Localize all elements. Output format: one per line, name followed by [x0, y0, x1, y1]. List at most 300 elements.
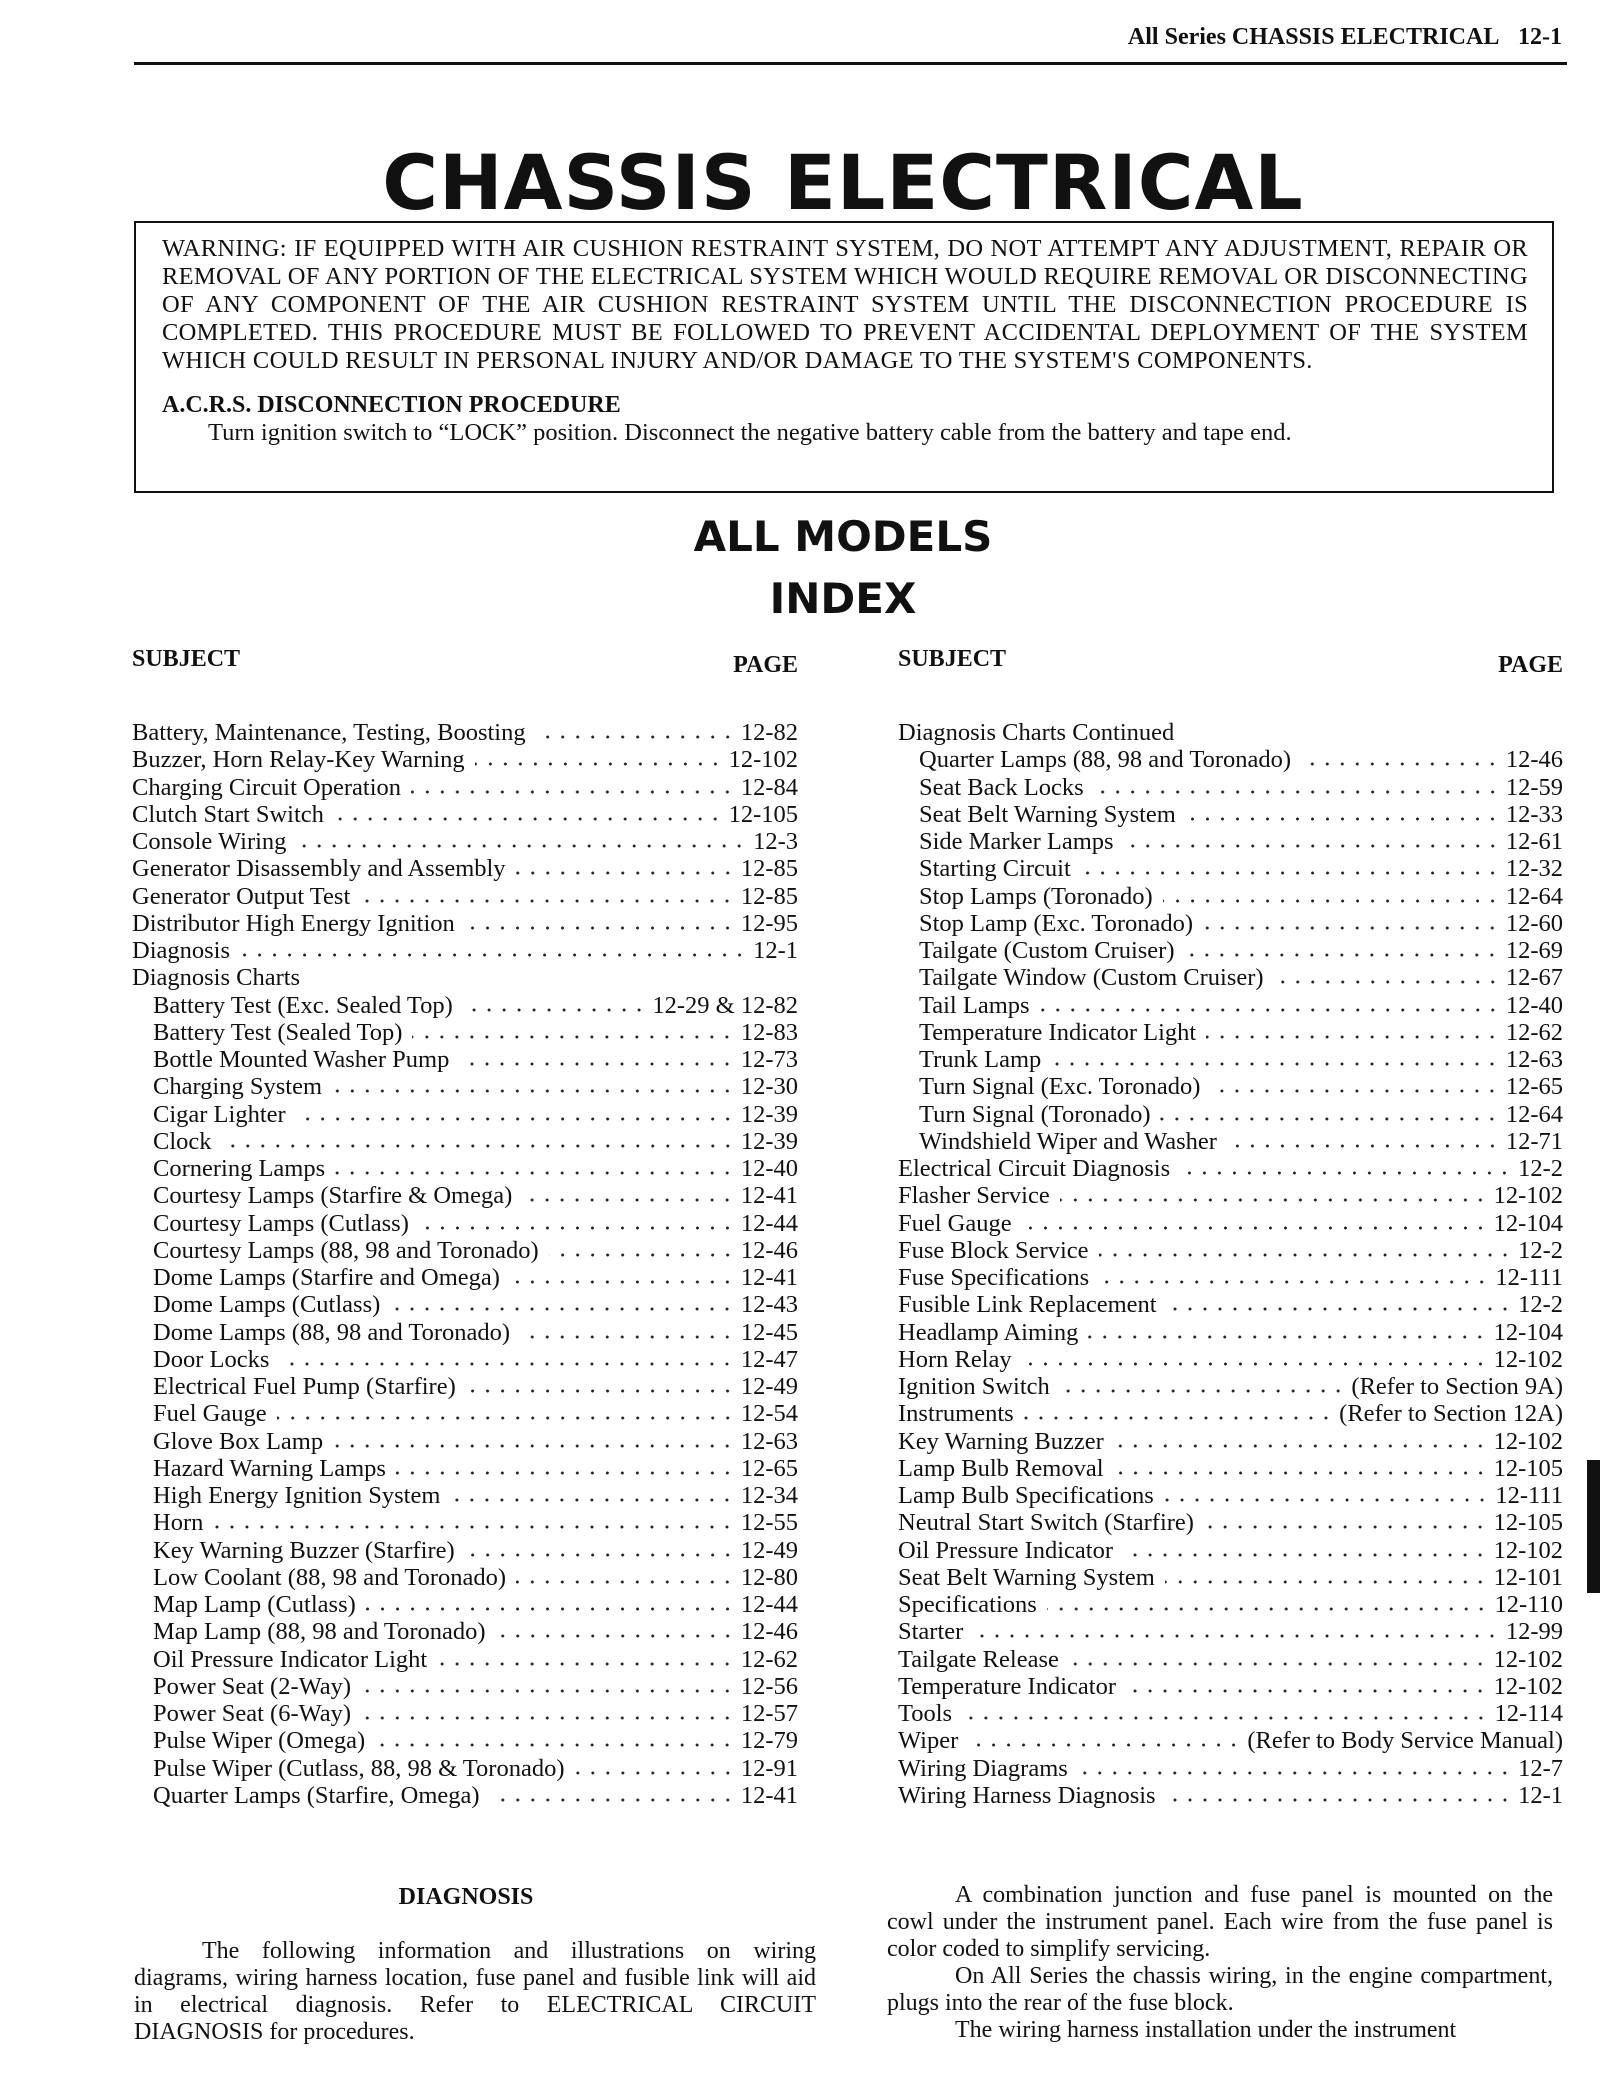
- dot-leader: [332, 1088, 735, 1094]
- index-entry: [132, 964, 798, 991]
- dot-leader: [1078, 1770, 1512, 1776]
- index-page: 12-99: [1505, 1618, 1563, 1646]
- dot-leader: [1069, 1661, 1488, 1667]
- index-page: 12-47: [740, 1345, 798, 1373]
- dot-leader: [361, 1715, 735, 1721]
- index-subject: Distributor High Energy Ignition: [132, 909, 455, 937]
- dot-leader: [1184, 952, 1499, 958]
- index-entry: [132, 1210, 798, 1237]
- dot-leader: [1081, 870, 1500, 876]
- index-subject: Diagnosis: [132, 937, 230, 964]
- index-page: 12-44: [740, 1591, 798, 1618]
- warning-box: [134, 221, 1554, 493]
- dot-leader: [1114, 1470, 1488, 1476]
- diagnosis-right-paragraph: [887, 1882, 1553, 2044]
- dot-leader: [1040, 1007, 1500, 1013]
- dot-leader: [1203, 925, 1500, 931]
- index-subject: Tools: [898, 1700, 953, 1727]
- dot-leader: [1165, 1579, 1488, 1585]
- subject-header: SUBJECT: [132, 646, 241, 672]
- index-subject: Trunk Lamp: [919, 1046, 1042, 1073]
- index-entry: [132, 1073, 798, 1100]
- index-entry: [898, 1537, 1563, 1564]
- dot-leader: [1160, 1116, 1499, 1122]
- index-subject: Ignition Switch: [898, 1373, 1050, 1400]
- index-subject: Headlamp Aiming: [898, 1318, 1079, 1346]
- dot-leader: [361, 1688, 735, 1694]
- index-subject: Seat Back Locks: [919, 773, 1084, 801]
- index-entry: [132, 1428, 798, 1455]
- index-entry: [898, 883, 1563, 910]
- dot-leader: [968, 1742, 1241, 1748]
- dot-leader: [1186, 816, 1500, 822]
- index-page: 12-54: [740, 1400, 798, 1428]
- dot-leader: [1180, 1170, 1512, 1176]
- index-page: 12-102: [1493, 1182, 1563, 1210]
- index-page: 12-102: [1493, 1345, 1563, 1373]
- index-page: 12-39: [740, 1100, 798, 1128]
- index-page: 12-40: [740, 1155, 798, 1182]
- dot-leader: [296, 1116, 735, 1122]
- index-entry: [132, 1019, 798, 1046]
- index-subject: Lamp Bulb Specifications: [898, 1482, 1154, 1509]
- index-page: 12-32: [1505, 855, 1563, 883]
- index-subject: Door Locks: [153, 1345, 270, 1373]
- dot-leader: [1060, 1388, 1346, 1394]
- index-page: 12-33: [1505, 800, 1563, 828]
- subject-header: SUBJECT: [898, 646, 1007, 672]
- index-page: 12-102: [728, 746, 798, 774]
- index-subject: Stop Lamp (Exc. Toronado): [919, 909, 1194, 937]
- index-subject: Tailgate Window (Custom Cruiser): [919, 964, 1264, 992]
- index-page: 12-63: [1505, 1046, 1563, 1073]
- dot-leader: [1227, 1143, 1500, 1149]
- index-entry: [132, 1673, 798, 1700]
- index-subject: Fuel Gauge: [153, 1400, 267, 1428]
- index-page: 12-7: [1518, 1754, 1563, 1782]
- index-entry: [898, 1700, 1563, 1727]
- index-page: 12-62: [1505, 1018, 1563, 1046]
- dot-leader: [575, 1770, 735, 1776]
- dot-leader: [1024, 1415, 1333, 1421]
- index-entry: [132, 1291, 798, 1318]
- index-page: 12-65: [1505, 1073, 1563, 1101]
- index-entry: [132, 1400, 798, 1427]
- dot-leader: [1210, 1088, 1499, 1094]
- index-subject: Starter: [898, 1618, 964, 1646]
- dot-leader: [1088, 1334, 1487, 1340]
- index-subject: Starting Circuit: [919, 855, 1071, 883]
- index-subject: Power Seat (2-Way): [153, 1672, 352, 1700]
- page-header: PAGE: [733, 652, 798, 678]
- index-subject: Buzzer, Horn Relay-Key Warning: [132, 746, 465, 774]
- dot-leader: [510, 1279, 735, 1285]
- dot-leader: [222, 1143, 735, 1149]
- index-entry: [898, 1019, 1563, 1046]
- dot-leader: [1123, 1552, 1488, 1558]
- index-entry: [132, 1455, 798, 1482]
- index-page: 12-105: [1493, 1454, 1563, 1482]
- index-right-column: [898, 646, 1563, 1809]
- diagnosis-left-paragraph: [134, 1938, 816, 2046]
- dot-leader: [437, 1661, 735, 1667]
- index-subject: Instruments: [898, 1400, 1014, 1428]
- column-header: [132, 646, 798, 719]
- dot-leader: [277, 1415, 735, 1421]
- dot-leader: [1094, 789, 1500, 795]
- index-page: 12-56: [740, 1672, 798, 1700]
- index-subject: High Energy Ignition System: [153, 1482, 441, 1509]
- index-entry: [898, 1727, 1563, 1754]
- dot-leader: [1274, 979, 1500, 985]
- dot-leader: [1051, 1061, 1500, 1067]
- index-entry: [898, 1428, 1563, 1455]
- index-page: 12-43: [740, 1291, 798, 1319]
- dot-leader: [1047, 1606, 1489, 1612]
- index-page: (Refer to Body Service Manual): [1247, 1727, 1563, 1755]
- index-subject: Flasher Service: [898, 1182, 1050, 1210]
- index-subject: Bottle Mounted Washer Pump: [153, 1046, 450, 1073]
- subtitle-index: INDEX: [769, 574, 917, 623]
- index-subject: Wiring Harness Diagnosis: [898, 1781, 1156, 1809]
- index-entry: [898, 1155, 1563, 1182]
- dot-leader: [1301, 761, 1500, 767]
- dot-leader: [279, 1361, 734, 1367]
- dot-leader: [516, 1579, 735, 1585]
- index-subject: Oil Pressure Indicator Light: [153, 1645, 428, 1673]
- index-entry: [132, 1782, 798, 1809]
- index-entry: [898, 1182, 1563, 1209]
- dot-leader: [536, 734, 735, 740]
- index-entry: [898, 1455, 1563, 1482]
- index-subject: Key Warning Buzzer (Starfire): [153, 1536, 455, 1564]
- dot-leader: [240, 952, 747, 958]
- index-page: 12-85: [740, 882, 798, 910]
- index-entry: [132, 910, 798, 937]
- index-entry: [132, 1128, 798, 1155]
- header-page-number: 12-1: [1518, 24, 1562, 50]
- index-page: 12-64: [1505, 882, 1563, 910]
- index-page: 12-84: [740, 773, 798, 801]
- index-subject: Specifications: [898, 1591, 1037, 1618]
- index-subject: Charging Circuit Operation: [132, 773, 401, 801]
- index-page: 12-85: [740, 855, 798, 883]
- index-page: 12-73: [740, 1046, 798, 1073]
- index-subject: Pulse Wiper (Omega): [153, 1727, 366, 1755]
- index-entry: [898, 774, 1563, 801]
- warning-text: WARNING: IF EQUIPPED WITH AIR CUSHION RESTRAINT SYSTEM, DO NOT ATTEMPT ANY ADJUSTMENT, REPAIR OR REMOVAL OF ANY PORTION OF THE ELECTRICAL SYSTEM WHICH WOULD REQUIRE REMOVAL OR DISCONNECTING OF ANY COMPONENT OF THE AIR CUSHION RESTRAINT SYSTEM UNTIL THE DISCONNECTION PROCEDURE IS COMPLETED. THIS PROCEDURE MUST BE FOLLOWED TO PREVENT ACCIDENTAL DEPLOYMENT OF THE SYSTEM WHICH COULD RESULT IN PERSONAL INJURY AND/OR DAMAGE TO THE SYSTEM'S COMPONENTS.: [162, 235, 1528, 374]
- index-subject: Courtesy Lamps (88, 98 and Toronado): [153, 1236, 539, 1264]
- index-page: 12-46: [740, 1618, 798, 1646]
- index-page: 12-55: [740, 1509, 798, 1537]
- index-entry: [898, 910, 1563, 937]
- index-subject: Wiper: [898, 1727, 959, 1755]
- index-left-column: [132, 646, 798, 1809]
- index-entry: [132, 774, 798, 801]
- index-page: 12-1: [1518, 1781, 1563, 1809]
- dot-leader: [419, 1225, 735, 1231]
- dot-leader: [411, 789, 735, 795]
- index-subject: Seat Belt Warning System: [898, 1563, 1155, 1591]
- index-entry: [132, 1646, 798, 1673]
- index-page: 12-83: [740, 1018, 798, 1046]
- index-subject: Dome Lamps (Starfire and Omega): [153, 1264, 500, 1291]
- index-page: 12-69: [1505, 937, 1563, 964]
- running-header: [1114, 24, 1562, 51]
- index-subject: Battery Test (Exc. Sealed Top): [153, 991, 453, 1019]
- page-title: CHASSIS ELECTRICAL: [382, 138, 1304, 227]
- index-entry: [132, 855, 798, 882]
- index-entry: [898, 801, 1563, 828]
- index-page: 12-102: [1493, 1427, 1563, 1455]
- index-entry: [898, 1373, 1563, 1400]
- index-entry: [132, 1564, 798, 1591]
- index-subject: Wiring Diagrams: [898, 1754, 1068, 1782]
- dot-leader: [490, 1797, 735, 1803]
- index-page: 12-62: [740, 1645, 798, 1673]
- index-page: 12-104: [1493, 1318, 1563, 1346]
- index-page: 12-45: [740, 1318, 798, 1346]
- index-subject: Hazard Warning Lamps: [153, 1454, 386, 1482]
- page-header: PAGE: [1498, 652, 1563, 678]
- index-subject: Pulse Wiper (Cutlass, 88, 98 & Toronado): [153, 1754, 565, 1782]
- index-page: 12-46: [740, 1236, 798, 1264]
- index-subject: Battery Test (Sealed Top): [153, 1018, 403, 1046]
- index-entry: [898, 1564, 1563, 1591]
- column-header: [898, 646, 1563, 719]
- index-entry: [132, 1373, 798, 1400]
- index-entry: [898, 1591, 1563, 1618]
- dot-leader: [549, 1252, 735, 1258]
- index-page: 12-46: [1505, 746, 1563, 774]
- index-entry: [898, 1673, 1563, 1700]
- index-page: 12-63: [740, 1427, 798, 1455]
- index-page: 12-111: [1495, 1482, 1563, 1509]
- index-entry: [898, 1618, 1563, 1645]
- index-subject: Dome Lamps (88, 98 and Toronado): [153, 1318, 511, 1346]
- index-page: (Refer to Section 12A): [1339, 1400, 1563, 1428]
- index-entry: [132, 1509, 798, 1536]
- index-entry: [132, 1237, 798, 1264]
- index-subject: Battery, Maintenance, Testing, Boosting: [132, 719, 526, 746]
- dot-leader: [522, 1197, 735, 1203]
- index-page: 12-80: [740, 1563, 798, 1591]
- dot-leader: [333, 1443, 735, 1449]
- index-entry: [132, 1182, 798, 1209]
- dot-leader: [1126, 1688, 1488, 1694]
- index-page: 12-34: [740, 1482, 798, 1509]
- index-subject: Tail Lamps: [919, 991, 1030, 1019]
- index-subject: Generator Disassembly and Assembly: [132, 855, 506, 883]
- index-subject: Power Seat (6-Way): [153, 1700, 352, 1727]
- index-subject: Glove Box Lamp: [153, 1427, 324, 1455]
- index-page: 12-102: [1493, 1645, 1563, 1673]
- index-page: 12-39: [740, 1127, 798, 1155]
- index-subject: Low Coolant (88, 98 and Toronado): [153, 1563, 507, 1591]
- index-entry: [132, 1155, 798, 1182]
- index-entry: [898, 1346, 1563, 1373]
- index-subject: Clutch Start Switch: [132, 800, 324, 828]
- index-subject: Fuel Gauge: [898, 1209, 1012, 1237]
- dot-leader: [1164, 1497, 1490, 1503]
- index-entry: [132, 801, 798, 828]
- index-page: 12-82: [740, 719, 798, 746]
- dot-leader: [213, 1524, 734, 1530]
- index-entry: [132, 1727, 798, 1754]
- dot-leader: [1204, 1524, 1488, 1530]
- diagnosis-heading: DIAGNOSIS: [398, 1884, 534, 1910]
- index-entry: [898, 1264, 1563, 1291]
- index-subject: Stop Lamps (Toronado): [919, 882, 1153, 910]
- dot-leader: [465, 925, 735, 931]
- index-subject: Fuse Specifications: [898, 1264, 1090, 1291]
- index-page: 12-67: [1505, 964, 1563, 992]
- index-page: 12-59: [1505, 773, 1563, 801]
- header-series: All Series CHASSIS ELECTRICAL: [1127, 24, 1498, 50]
- index-page: 12-71: [1505, 1127, 1563, 1155]
- index-entry: [132, 992, 798, 1019]
- index-subject: Cigar Lighter: [153, 1100, 286, 1128]
- section-thumb-tab: [1587, 1460, 1600, 1593]
- index-subject: Temperature Indicator: [898, 1672, 1116, 1700]
- index-subject: Charging System: [153, 1073, 323, 1101]
- index-entry: [132, 937, 798, 964]
- index-page: 12-111: [1495, 1264, 1563, 1291]
- dot-leader: [1022, 1225, 1488, 1231]
- index-page: 12-41: [740, 1781, 798, 1809]
- index-page: 12-65: [740, 1454, 798, 1482]
- index-page: 12-104: [1493, 1209, 1563, 1237]
- dot-leader: [450, 1497, 734, 1503]
- dot-leader: [396, 1470, 735, 1476]
- index-entry: [898, 855, 1563, 882]
- index-subject: Courtesy Lamps (Cutlass): [153, 1209, 409, 1237]
- index-page: 12-2: [1518, 1236, 1563, 1264]
- harness-installation-text: The wiring harness installation under the instrument: [955, 2017, 1457, 2043]
- index-subject: Horn: [153, 1509, 204, 1537]
- index-page: 12-102: [1493, 1536, 1563, 1564]
- diagnosis-intro: The following information and illustrations on wiring diagrams, wiring harness location, fuse panel and fusible link will aid in electrical diagnosis. Refer to ELECTRICAL CIRCUIT DIAGNOSIS for procedures.: [134, 1938, 816, 2045]
- index-entry: [898, 719, 1563, 746]
- index-subject: Windshield Wiper and Washer: [919, 1127, 1217, 1155]
- dot-leader: [390, 1306, 735, 1312]
- index-subject: Key Warning Buzzer: [898, 1427, 1104, 1455]
- dot-leader: [496, 1633, 735, 1639]
- index-entry: [132, 1264, 798, 1291]
- index-page: 12-41: [740, 1182, 798, 1210]
- index-entry: [898, 1210, 1563, 1237]
- index-entry: [898, 1646, 1563, 1673]
- index-page: 12-2: [1518, 1291, 1563, 1319]
- dot-leader: [520, 1334, 735, 1340]
- dot-leader: [412, 1034, 734, 1040]
- index-entry: [898, 1291, 1563, 1318]
- index-subject: Diagnosis Charts: [132, 964, 301, 992]
- dot-leader: [1099, 1279, 1489, 1285]
- index-subject: Oil Pressure Indicator: [898, 1536, 1113, 1564]
- index-subject: Diagnosis Charts Continued: [898, 719, 1175, 746]
- dot-leader: [962, 1715, 1488, 1721]
- dot-leader: [360, 898, 735, 904]
- dot-leader: [1163, 898, 1500, 904]
- subtitle-all-models: ALL MODELS: [693, 512, 993, 561]
- index-entry: [132, 1346, 798, 1373]
- index-subject: Courtesy Lamps (Starfire & Omega): [153, 1182, 513, 1210]
- index-subject: Tailgate Release: [898, 1645, 1059, 1673]
- index-entry: [898, 1509, 1563, 1536]
- dot-leader: [465, 1552, 735, 1558]
- dot-leader: [1022, 1361, 1488, 1367]
- index-subject: Tailgate (Custom Cruiser): [919, 937, 1175, 964]
- index-page: 12-57: [740, 1700, 798, 1727]
- index-entry: [898, 1755, 1563, 1782]
- index-page: 12-110: [1494, 1591, 1563, 1618]
- index-subject: Horn Relay: [898, 1345, 1012, 1373]
- index-subject: Fusible Link Replacement: [898, 1291, 1157, 1319]
- index-entry: [898, 1237, 1563, 1264]
- index-entry: [132, 1755, 798, 1782]
- dot-leader: [1099, 1252, 1513, 1258]
- index-entry: [898, 1128, 1563, 1155]
- dot-leader: [335, 1170, 735, 1176]
- index-subject: Neutral Start Switch (Starfire): [898, 1509, 1194, 1537]
- index-page: 12-40: [1505, 991, 1563, 1019]
- index-entry: [898, 746, 1563, 773]
- index-subject: Quarter Lamps (Starfire, Omega): [153, 1781, 480, 1809]
- index-entry: [898, 1319, 1563, 1346]
- index-page: 12-102: [1493, 1672, 1563, 1700]
- index-subject: Clock: [153, 1127, 212, 1155]
- index-entry: [898, 1101, 1563, 1128]
- dot-leader: [1167, 1306, 1513, 1312]
- index-page: 12-64: [1505, 1100, 1563, 1128]
- dot-leader: [475, 761, 723, 767]
- index-entry: [132, 1319, 798, 1346]
- dot-leader: [466, 1388, 735, 1394]
- index-page: 12-114: [1494, 1700, 1563, 1727]
- index-subject: Fuse Block Service: [898, 1236, 1089, 1264]
- index-entry: [132, 828, 798, 855]
- dot-leader: [296, 843, 747, 849]
- index-subject: Turn Signal (Exc. Toronado): [919, 1073, 1201, 1101]
- index-subject: Side Marker Lamps: [919, 828, 1114, 855]
- dot-leader: [366, 1606, 735, 1612]
- index-page: 12-105: [1493, 1509, 1563, 1537]
- index-entry: [132, 1700, 798, 1727]
- index-entry: [132, 746, 798, 773]
- dot-leader: [463, 1007, 647, 1013]
- index-page: 12-101: [1493, 1563, 1563, 1591]
- index-subject: Temperature Indicator Light: [919, 1018, 1197, 1046]
- index-subject: Cornering Lamps: [153, 1155, 326, 1182]
- dot-leader: [1166, 1797, 1512, 1803]
- dot-leader: [334, 816, 723, 822]
- index-entry: [898, 937, 1563, 964]
- index-page: 12-61: [1505, 828, 1563, 855]
- index-page: 12-2: [1518, 1155, 1563, 1182]
- dot-leader: [1124, 843, 1500, 849]
- index-page: 12-44: [740, 1209, 798, 1237]
- index-subject: Electrical Circuit Diagnosis: [898, 1155, 1171, 1182]
- index-entry: [898, 1782, 1563, 1809]
- index-entry: [132, 1046, 798, 1073]
- index-entry: [132, 719, 798, 746]
- index-page: 12-95: [740, 909, 798, 937]
- fuse-panel-text: A combination junction and fuse panel is mounted on the cowl under the instrument panel. Each wire from the fuse panel is color coded to simplify servicing.: [887, 1882, 1553, 1962]
- index-page: 12-49: [740, 1536, 798, 1564]
- index-entry: [898, 964, 1563, 991]
- index-subject: Map Lamp (Cutlass): [153, 1591, 356, 1618]
